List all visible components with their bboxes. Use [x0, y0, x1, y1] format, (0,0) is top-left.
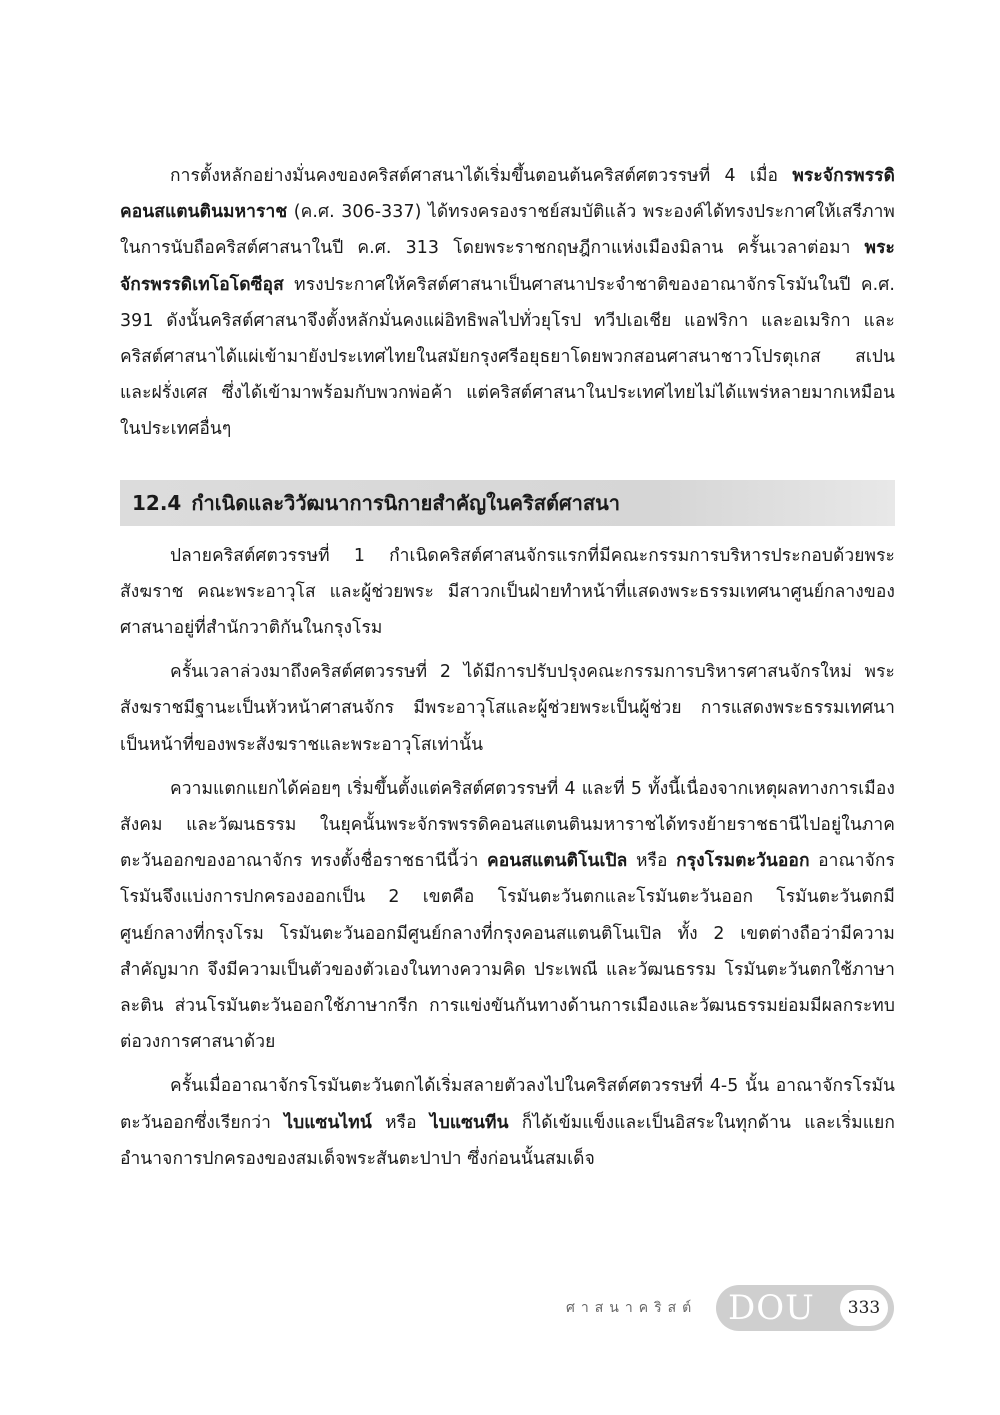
footer-subject: ศาสนาคริสต์ [566, 1300, 698, 1316]
paragraph [120, 654, 895, 763]
bold-term: ไบแซนทีน [429, 1112, 509, 1133]
paragraph-text: ความแตกแยกได้ค่อยๆ เริ่มขึ้นตั้งแต่คริสต์ศตวรรษที่ 4 และที่ 5 ทั้งนี้เนื่องจากเหตุผลทางการเมือง สังคม และวัฒนธรรม ในยุคนั้นพระจักรพรรดิคอนสแตนตินมหาราชได้ทรงย้ายราชธานีไปอยู่ในภาคตะวันออกของอาณาจักร ทรงตั้งชื่อราชธานีนี้ว่า [120, 778, 895, 872]
dou-logo: DOU [728, 1288, 815, 1328]
paragraph-text: อาณาจักรโรมันจึงแบ่งการปกครองออกเป็น 2 เขตคือ โรมันตะวันตกและโรมันตะวันออก โรมันตะวันตกมีศูนย์กลางที่กรุงโรม โรมันตะวันออกมีศูนย์กลางที่กรุงคอนสแตนติโนเปิล ทั้ง 2 เขตต่างถือว่ามีความสำคัญมาก จึงมีความเป็นตัวของตัวเองในทางความคิด ประเพณี และวัฒนธรรม โรมันตะวันตกใช้ภาษาละติน ส่วนโรมันตะวันออกใช้ภาษากรีก การแข่งขันกันทางด้านการเมืองและวัฒนธรรมย่อมมีผลกระทบต่อวงการศาสนาด้วย [120, 851, 895, 1053]
page-number: 333 [840, 1290, 888, 1326]
paragraph-text: การตั้งหลักอย่างมั่นคงของคริสต์ศาสนาได้เริ่มขึ้นตอนต้นคริสต์ศตวรรษที่ 4 เมื่อ [170, 166, 793, 186]
bold-term: พระจักรพรรดิคอนสแตนตินมหาราช [120, 166, 895, 223]
section-number: 12.4 [132, 490, 182, 515]
bottom-paragraphs [120, 538, 895, 1177]
paragraph-text: หรือ [627, 851, 677, 872]
paragraph [120, 1068, 895, 1177]
section-heading [120, 480, 895, 526]
dou-badge [716, 1285, 894, 1331]
paragraph-text: ครั้นเวลาล่วงมาถึงคริสต์ศตวรรษที่ 2 ได้มีการปรับปรุงคณะกรรมการบริหารศาสนจักรใหม่ พระสังฆราชมีฐานะเป็นหัวหน้าศาสนจักร มีพระอาวุโสและผู้ช่วยพระเป็นผู้ช่วย การแสดงพระธรรมเทศนาเป็นหน้าที่ของพระสังฆราชและพระอาวุโสเท่านั้น [120, 662, 895, 755]
page-footer [566, 1285, 896, 1331]
paragraph [120, 158, 895, 448]
bold-term: กรุงโรมตะวันออก [676, 851, 810, 872]
top-paragraphs [120, 158, 895, 448]
bold-term: ไบแซนไทน์ [284, 1112, 372, 1133]
paragraph-text: หรือ [371, 1112, 430, 1133]
paragraph-text: ครั้นเมื่ออาณาจักรโรมันตะวันตกได้เริ่มสลายตัวลงไปในคริสต์ศตวรรษที่ 4-5 นั้น อาณาจักรโรมันตะวันออกซึ่งเรียกว่า [120, 1076, 895, 1133]
paragraph-text: ทรงประกาศให้คริสต์ศาสนาเป็นศาสนาประจำชาติของอาณาจักรโรมันในปี ค.ศ. 391 ดังนั้นคริสต์ศาสนาจึงตั้งหลักมั่นคงแผ่อิทธิพลไปทั่วยุโรป ทวีปเอเชีย แอฟริกา และอเมริกา และคริสต์ศาสนาได้แผ่เข้ามายังประเทศไทยในสมัยกรุงศรีอยุธยาโดยพวกสอนศาสนาชาวโปรตุเกส สเปน และฝรั่งเศส ซึ่งได้เข้ามาพร้อมกับพวกพ่อค้า แต่คริสต์ศาสนาในประเทศไทยไม่ได้แพร่หลายมากเหมือนในประเทศอื่นๆ [120, 274, 895, 440]
bold-term: คอนสแตนติโนเปิล [487, 851, 628, 872]
paragraph [120, 771, 895, 1061]
page-content [120, 158, 895, 1185]
paragraph-text: ปลายคริสต์ศตวรรษที่ 1 กำเนิดคริสต์ศาสนจักรแรกที่มีคณะกรรมการบริหารประกอบด้วยพระสังฆราช คณะพระอาวุโส และผู้ช่วยพระ มีสาวกเป็นฝ่ายทำหน้าที่แสดงพระธรรมเทศนาศูนย์กลางของศาสนาอยู่ที่สำนักวาติกันในกรุงโรม [120, 545, 895, 639]
paragraph-text: (ค.ศ. 306-337) ได้ทรงครองราชย์สมบัติแล้ว พระองค์ได้ทรงประกาศให้เสรีภาพในการนับถือคริสต์ศาสนาในปี ค.ศ. 313 โดยพระราชกฤษฎีกาแห่งเมืองมิลาน ครั้นเวลาต่อมา [120, 202, 895, 259]
paragraph-text: ก็ได้เข้มแข็งและเป็นอิสระในทุกด้าน และเริ่มแยกอำนาจการปกครองของสมเด็จพระสันตะปาปา ซึ่งก่อนนั้นสมเด็จ [120, 1112, 895, 1169]
section-title: กำเนิดและวิวัฒนาการนิกายสำคัญในคริสต์ศาสนา [191, 490, 620, 515]
paragraph [120, 538, 895, 647]
bold-term: พระจักรพรรดิเทโอโดซีอุส [120, 238, 895, 295]
